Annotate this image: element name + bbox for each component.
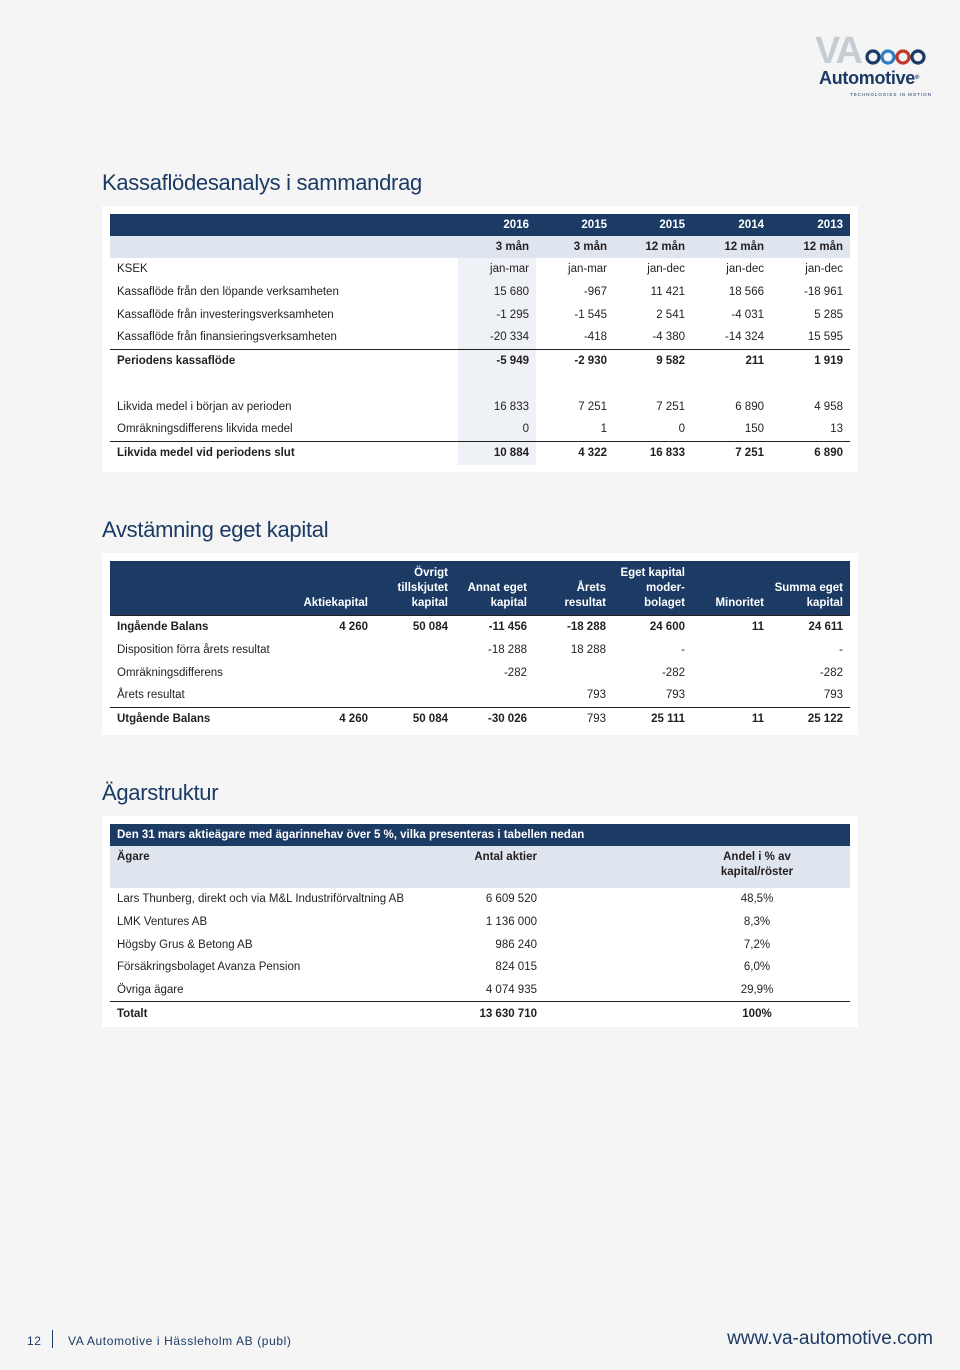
column-header: Annat eget kapital (455, 561, 534, 616)
page-footer (0, 1320, 960, 1360)
value-cell: 1 919 (814, 355, 843, 368)
value-cell: 150 (744, 423, 764, 436)
value-cell: 6 890 (735, 400, 764, 413)
value-cell: 10 884 (458, 441, 536, 464)
cashflow-liquid-row (110, 418, 850, 441)
column-header: Övrigt tillskjutet kapital (375, 561, 455, 616)
value-cell: 9 582 (656, 355, 685, 368)
value-cell: 25 122 (771, 707, 850, 730)
value-cell: 793 (665, 689, 685, 702)
row-label: Disposition förra årets resultat (117, 644, 270, 657)
cashflow-row (110, 281, 850, 304)
cashflow-panel (102, 206, 858, 472)
owner-share-pct-cell (537, 1002, 850, 1025)
owner-shares: 13 630 710 (470, 1002, 537, 1025)
owner-shares: 6 609 520 (485, 893, 537, 906)
value-cell (296, 684, 375, 707)
year-header: 2016 (458, 214, 536, 236)
owner-row (110, 911, 850, 934)
equity-title: Avstämning eget kapital (102, 517, 329, 542)
cashflow-liquid-row (110, 395, 850, 418)
value-cell: 50 084 (375, 616, 455, 639)
owner-name: LMK Ventures AB (117, 916, 208, 929)
spacer-row (110, 372, 850, 395)
value-cell: 13 (830, 423, 843, 436)
equity-row (110, 639, 850, 662)
spacer-cell (536, 372, 614, 395)
value-cell: 18 566 (728, 286, 764, 299)
equity-row (110, 684, 850, 707)
value-cell: 4 260 (296, 616, 375, 639)
value-cell: 11 (692, 707, 771, 730)
value-cell (455, 684, 534, 707)
equity-row (110, 616, 850, 639)
owner-share-pct: 29,9% (740, 984, 774, 997)
equity-row (110, 707, 850, 730)
owner-share-pct-cell (537, 888, 850, 911)
header-cell (110, 236, 458, 258)
owner-shares: 986 240 (495, 938, 537, 951)
footer-company: VA Automotive i Hässleholm AB (publ) (68, 1334, 292, 1348)
owner-name: Totalt (110, 1002, 470, 1025)
value-cell: 4 260 (296, 707, 375, 730)
cashflow-row (110, 326, 850, 349)
value-cell (692, 661, 771, 684)
period-header: 12 mån (692, 236, 771, 258)
value-cell: 50 084 (375, 707, 455, 730)
column-header: Aktiekapital (296, 561, 375, 616)
value-cell: -4 031 (731, 308, 764, 321)
spacer-cell (771, 372, 850, 395)
owner-row (110, 888, 850, 911)
column-header: Årets resultat (534, 561, 613, 616)
spacer-cell (692, 372, 771, 395)
owner-row (110, 956, 850, 979)
owner-share-pct-cell (537, 956, 850, 979)
owners-intro: Den 31 mars aktieägare med ägarinnehav över 5 %, vilka presenteras i tabellen nedan (110, 824, 850, 846)
value-cell: -20 334 (458, 326, 536, 349)
cashflow-liquid-total (110, 441, 850, 464)
months-cell: jan-dec (805, 263, 843, 276)
value-cell: 4 322 (536, 441, 614, 464)
footer-website-link[interactable]: www.va-automotive.com (727, 1328, 933, 1349)
owner-row (110, 933, 850, 956)
value-cell: 0 (678, 423, 685, 436)
value-cell: 15 680 (458, 281, 536, 304)
row-label: Periodens kassaflöde (117, 355, 236, 368)
value-cell: 4 958 (814, 400, 843, 413)
value-cell: 7 251 (656, 400, 685, 413)
row-label: Omräkningsdifferens likvida medel (117, 423, 293, 436)
value-cell: 2 541 (656, 308, 685, 321)
column-header: Summa eget kapital (771, 561, 850, 616)
value-cell: 5 285 (814, 308, 843, 321)
row-label: Omräkningsdifferens (117, 666, 223, 679)
row-label: Likvida medel vid periodens slut (110, 441, 458, 464)
cashflow-table (110, 214, 850, 465)
value-cell (534, 661, 613, 684)
company-logo (812, 32, 930, 98)
owners-table (110, 824, 850, 1025)
row-label: Ingående Balans (110, 616, 296, 639)
share-pct-header: Andel i % av kapital/röster (720, 851, 794, 878)
period-header: 12 mån (614, 236, 692, 258)
page-number: 12 (27, 1334, 42, 1348)
row-label: Utgående Balans (110, 707, 296, 730)
year-header: 2015 (536, 214, 614, 236)
owners-title: Ägarstruktur (102, 780, 219, 805)
unit-label: KSEK (117, 263, 148, 276)
spacer-cell (458, 372, 536, 395)
owners-panel (102, 816, 858, 1027)
value-cell (692, 639, 771, 662)
owner-shares: 4 074 935 (485, 984, 537, 997)
value-cell: 11 421 (650, 286, 685, 299)
column-header: Eget kapital moder-bolaget (613, 561, 692, 616)
value-cell: -14 324 (692, 326, 771, 349)
value-cell: -11 456 (455, 616, 534, 639)
period-header: 3 mån (458, 236, 536, 258)
value-cell (375, 661, 455, 684)
cashflow-row (110, 303, 850, 326)
value-cell: 793 (823, 689, 843, 702)
logo-rings-icon (865, 48, 927, 66)
value-cell: 6 890 (771, 441, 850, 464)
spacer-cell (614, 372, 692, 395)
value-cell: - (839, 644, 843, 657)
equity-header-row (110, 561, 850, 616)
owner-share-pct: 48,5% (740, 893, 774, 906)
owner-shares: 1 136 000 (485, 916, 537, 929)
value-cell: 1 (600, 423, 607, 436)
row-label: Likvida medel i början av perioden (117, 400, 292, 413)
cashflow-months-row (110, 258, 850, 281)
period-header: 3 mån (536, 236, 614, 258)
logo-name: Automotive® (819, 68, 920, 88)
header-cell (110, 561, 296, 616)
column-header: Ägare (110, 846, 470, 888)
value-cell (692, 684, 771, 707)
cashflow-title: Kassaflödesanalys i sammandrag (102, 170, 422, 195)
spacer-cell (110, 372, 458, 395)
footer-divider (52, 1330, 53, 1348)
value-cell: 25 111 (613, 707, 692, 730)
owner-share-pct: 7,2% (743, 938, 771, 951)
year-header: 2013 (771, 214, 850, 236)
value-cell: -282 (661, 666, 685, 679)
owner-name: Högsby Grus & Betong AB (117, 938, 253, 951)
value-cell: -1 295 (458, 303, 536, 326)
value-cell: -418 (536, 326, 614, 349)
value-cell: 7 251 (692, 441, 771, 464)
value-cell (375, 684, 455, 707)
value-cell: -282 (503, 666, 527, 679)
owner-share-pct: 8,3% (743, 916, 771, 929)
value-cell: 15 595 (771, 326, 850, 349)
value-cell: 7 251 (578, 400, 607, 413)
value-cell: -2 930 (574, 355, 607, 368)
owners-total-row (110, 1002, 850, 1025)
equity-panel (102, 553, 858, 735)
value-cell: -18 288 (534, 616, 613, 639)
owner-shares: 824 015 (495, 961, 537, 974)
owner-share-pct-cell (537, 911, 850, 934)
value-cell: 24 600 (613, 616, 692, 639)
value-cell: - (681, 644, 685, 657)
owner-row (110, 979, 850, 1002)
owner-share-pct: 100% (742, 1007, 772, 1020)
owners-intro-row (110, 824, 850, 846)
owner-name: Lars Thunberg, direkt och via M&L Industriförvaltning AB (117, 893, 405, 906)
row-label: Kassaflöde från finansieringsverksamheten (110, 326, 458, 349)
value-cell: -4 380 (614, 326, 692, 349)
owners-header-row (110, 846, 850, 888)
owner-name: Försäkringsbolaget Avanza Pension (117, 961, 301, 974)
cashflow-period-total (110, 349, 850, 372)
year-header: 2015 (614, 214, 692, 236)
owner-share-pct: 6,0% (743, 961, 771, 974)
column-header (537, 846, 850, 888)
owner-share-pct-cell (537, 933, 850, 956)
value-cell (375, 639, 455, 662)
value-cell: 24 611 (771, 616, 850, 639)
value-cell: 16 833 (614, 441, 692, 464)
logo-mark: VA (815, 30, 861, 72)
row-label: Kassaflöde från den löpande verksamheten (117, 286, 339, 299)
value-cell: -30 026 (455, 707, 534, 730)
equity-table (110, 561, 850, 730)
logo-tagline: TECHNOLOGIES IN MOTION (850, 92, 932, 97)
owner-name: Övriga ägare (117, 984, 184, 997)
cashflow-year-header (110, 214, 850, 236)
year-header: 2014 (692, 214, 771, 236)
value-cell: -282 (819, 666, 843, 679)
cashflow-period-header (110, 236, 850, 258)
value-cell: -1 545 (574, 308, 607, 321)
months-cell: jan-dec (647, 263, 685, 276)
column-header: Minoritet (692, 561, 771, 616)
owner-share-pct-cell (537, 979, 850, 1002)
value-cell: 16 833 (458, 395, 536, 418)
value-cell: -18 961 (803, 286, 843, 299)
value-cell (296, 661, 375, 684)
value-cell: 0 (458, 418, 536, 441)
value-cell: -967 (583, 286, 607, 299)
header-cell (110, 214, 458, 236)
value-cell: 211 (745, 355, 764, 368)
months-cell: jan-mar (568, 263, 607, 276)
column-header: Antal aktier (470, 846, 537, 888)
value-cell: -18 288 (487, 644, 527, 657)
value-cell: 18 288 (570, 644, 606, 657)
period-header: 12 mån (771, 236, 850, 258)
value-cell: 11 (692, 616, 771, 639)
row-label: Årets resultat (117, 689, 185, 702)
value-cell: 793 (586, 689, 606, 702)
value-cell: -5 949 (458, 349, 536, 372)
months-cell: jan-dec (726, 263, 764, 276)
months-cell: jan-mar (458, 258, 536, 281)
value-cell (296, 639, 375, 662)
row-label: Kassaflöde från investeringsverksamheten (117, 308, 334, 321)
equity-row (110, 661, 850, 684)
value-cell: 793 (534, 707, 613, 730)
